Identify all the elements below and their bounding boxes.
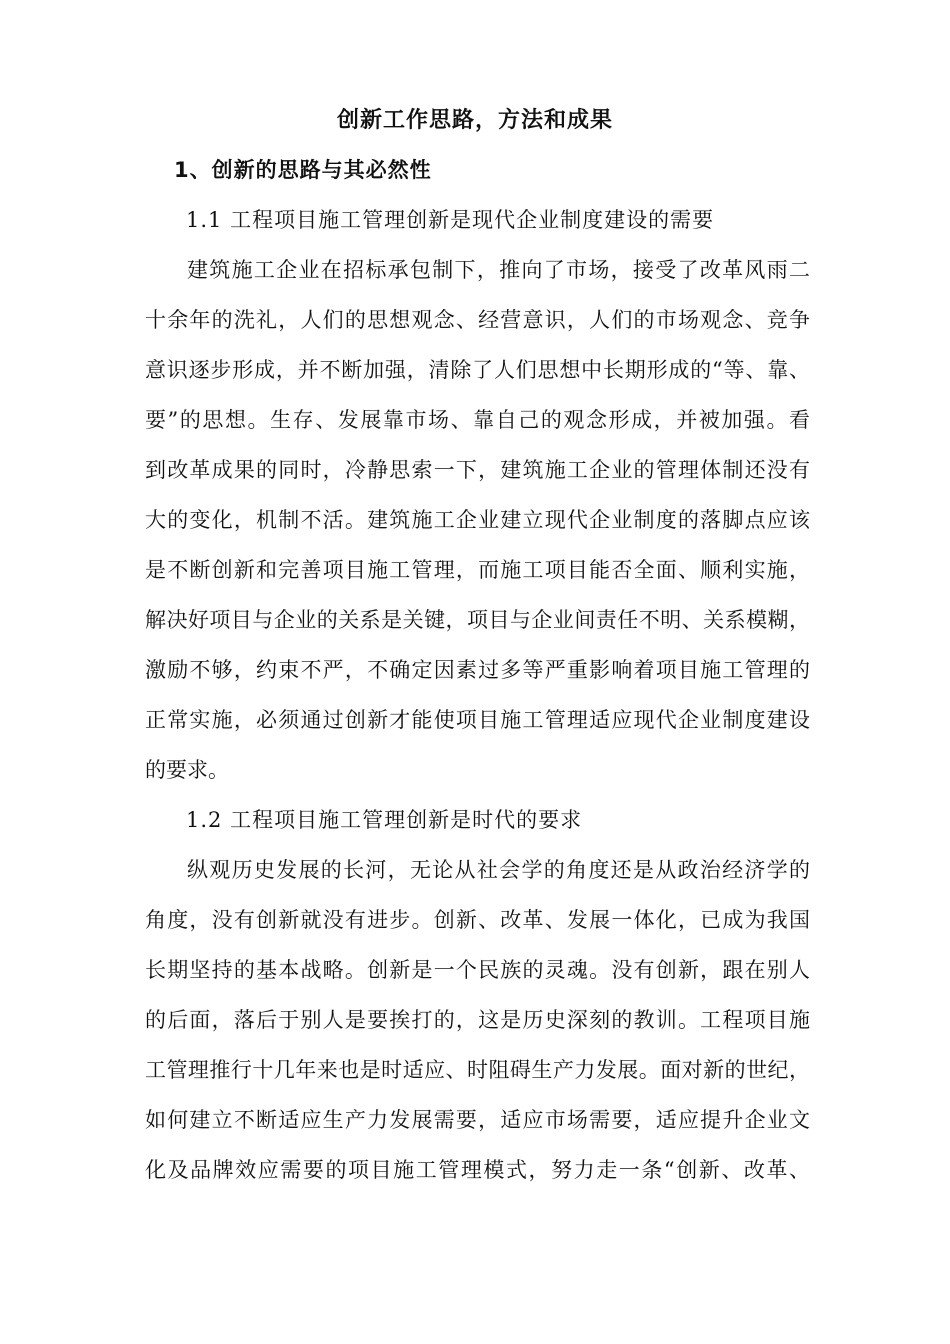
paragraph-line: 正常实施，必须通过创新才能使项目施工管理适应现代企业制度建设 — [145, 708, 810, 732]
paragraph-line: 的后面，落后于别人是要挨打的，这是历史深刻的教训。工程项目施 — [145, 1008, 810, 1032]
paragraph-line: 化及品牌效应需要的项目施工管理模式，努力走一条“创新、改革、 — [145, 1158, 810, 1182]
paragraph-line: 要”的思想。生存、发展靠市场、靠自己的观念形成，并被加强。看 — [145, 408, 810, 432]
paragraph-line: 角度，没有创新就没有进步。创新、改革、发展一体化，已成为我国 — [145, 908, 810, 932]
paragraph-line: 的要求。 — [145, 758, 229, 782]
paragraph-line: 纵观历史发展的长河，无论从社会学的角度还是从政治经济学的 — [187, 858, 810, 882]
paragraph-line: 建筑施工企业在招标承包制下，推向了市场，接受了改革风雨二 — [187, 258, 810, 282]
paragraph-line: 如何建立不断适应生产力发展需要，适应市场需要，适应提升企业文 — [145, 1108, 810, 1132]
paragraph-line: 激励不够，约束不严，不确定因素过多等严重影响着项目施工管理的 — [145, 658, 810, 682]
paragraph-line: 十余年的洗礼，人们的思想观念、经营意识，人们的市场观念、竞争 — [145, 308, 810, 332]
paragraph-line: 长期坚持的基本战略。创新是一个民族的灵魂。没有创新，跟在别人 — [145, 958, 810, 982]
paragraph-line: 大的变化，机制不活。建筑施工企业建立现代企业制度的落脚点应该 — [145, 508, 810, 532]
document-title: 创新工作思路，方法和成果 — [336, 108, 613, 133]
paragraph-line: 到改革成果的同时，冷静思索一下，建筑施工企业的管理体制还没有 — [145, 458, 810, 482]
section-heading-1: 1、创新的思路与其必然性 — [174, 158, 432, 182]
paragraph-line: 工管理推行十几年来也是时适应、时阻碍生产力发展。面对新的世纪， — [145, 1058, 810, 1082]
paragraph-line: 意识逐步形成，并不断加强，清除了人们思想中长期形成的“等、靠、 — [145, 358, 810, 382]
paragraph-line: 是不断创新和完善项目施工管理，而施工项目能否全面、顺利实施， — [145, 558, 810, 582]
paragraph-line: 解决好项目与企业的关系是关键，项目与企业间责任不明、关系模糊， — [145, 608, 810, 632]
section-heading-1-2: 1.2 工程项目施工管理创新是时代的要求 — [186, 808, 583, 832]
section-heading-1-1: 1.1 工程项目施工管理创新是现代企业制度建设的需要 — [186, 208, 715, 232]
